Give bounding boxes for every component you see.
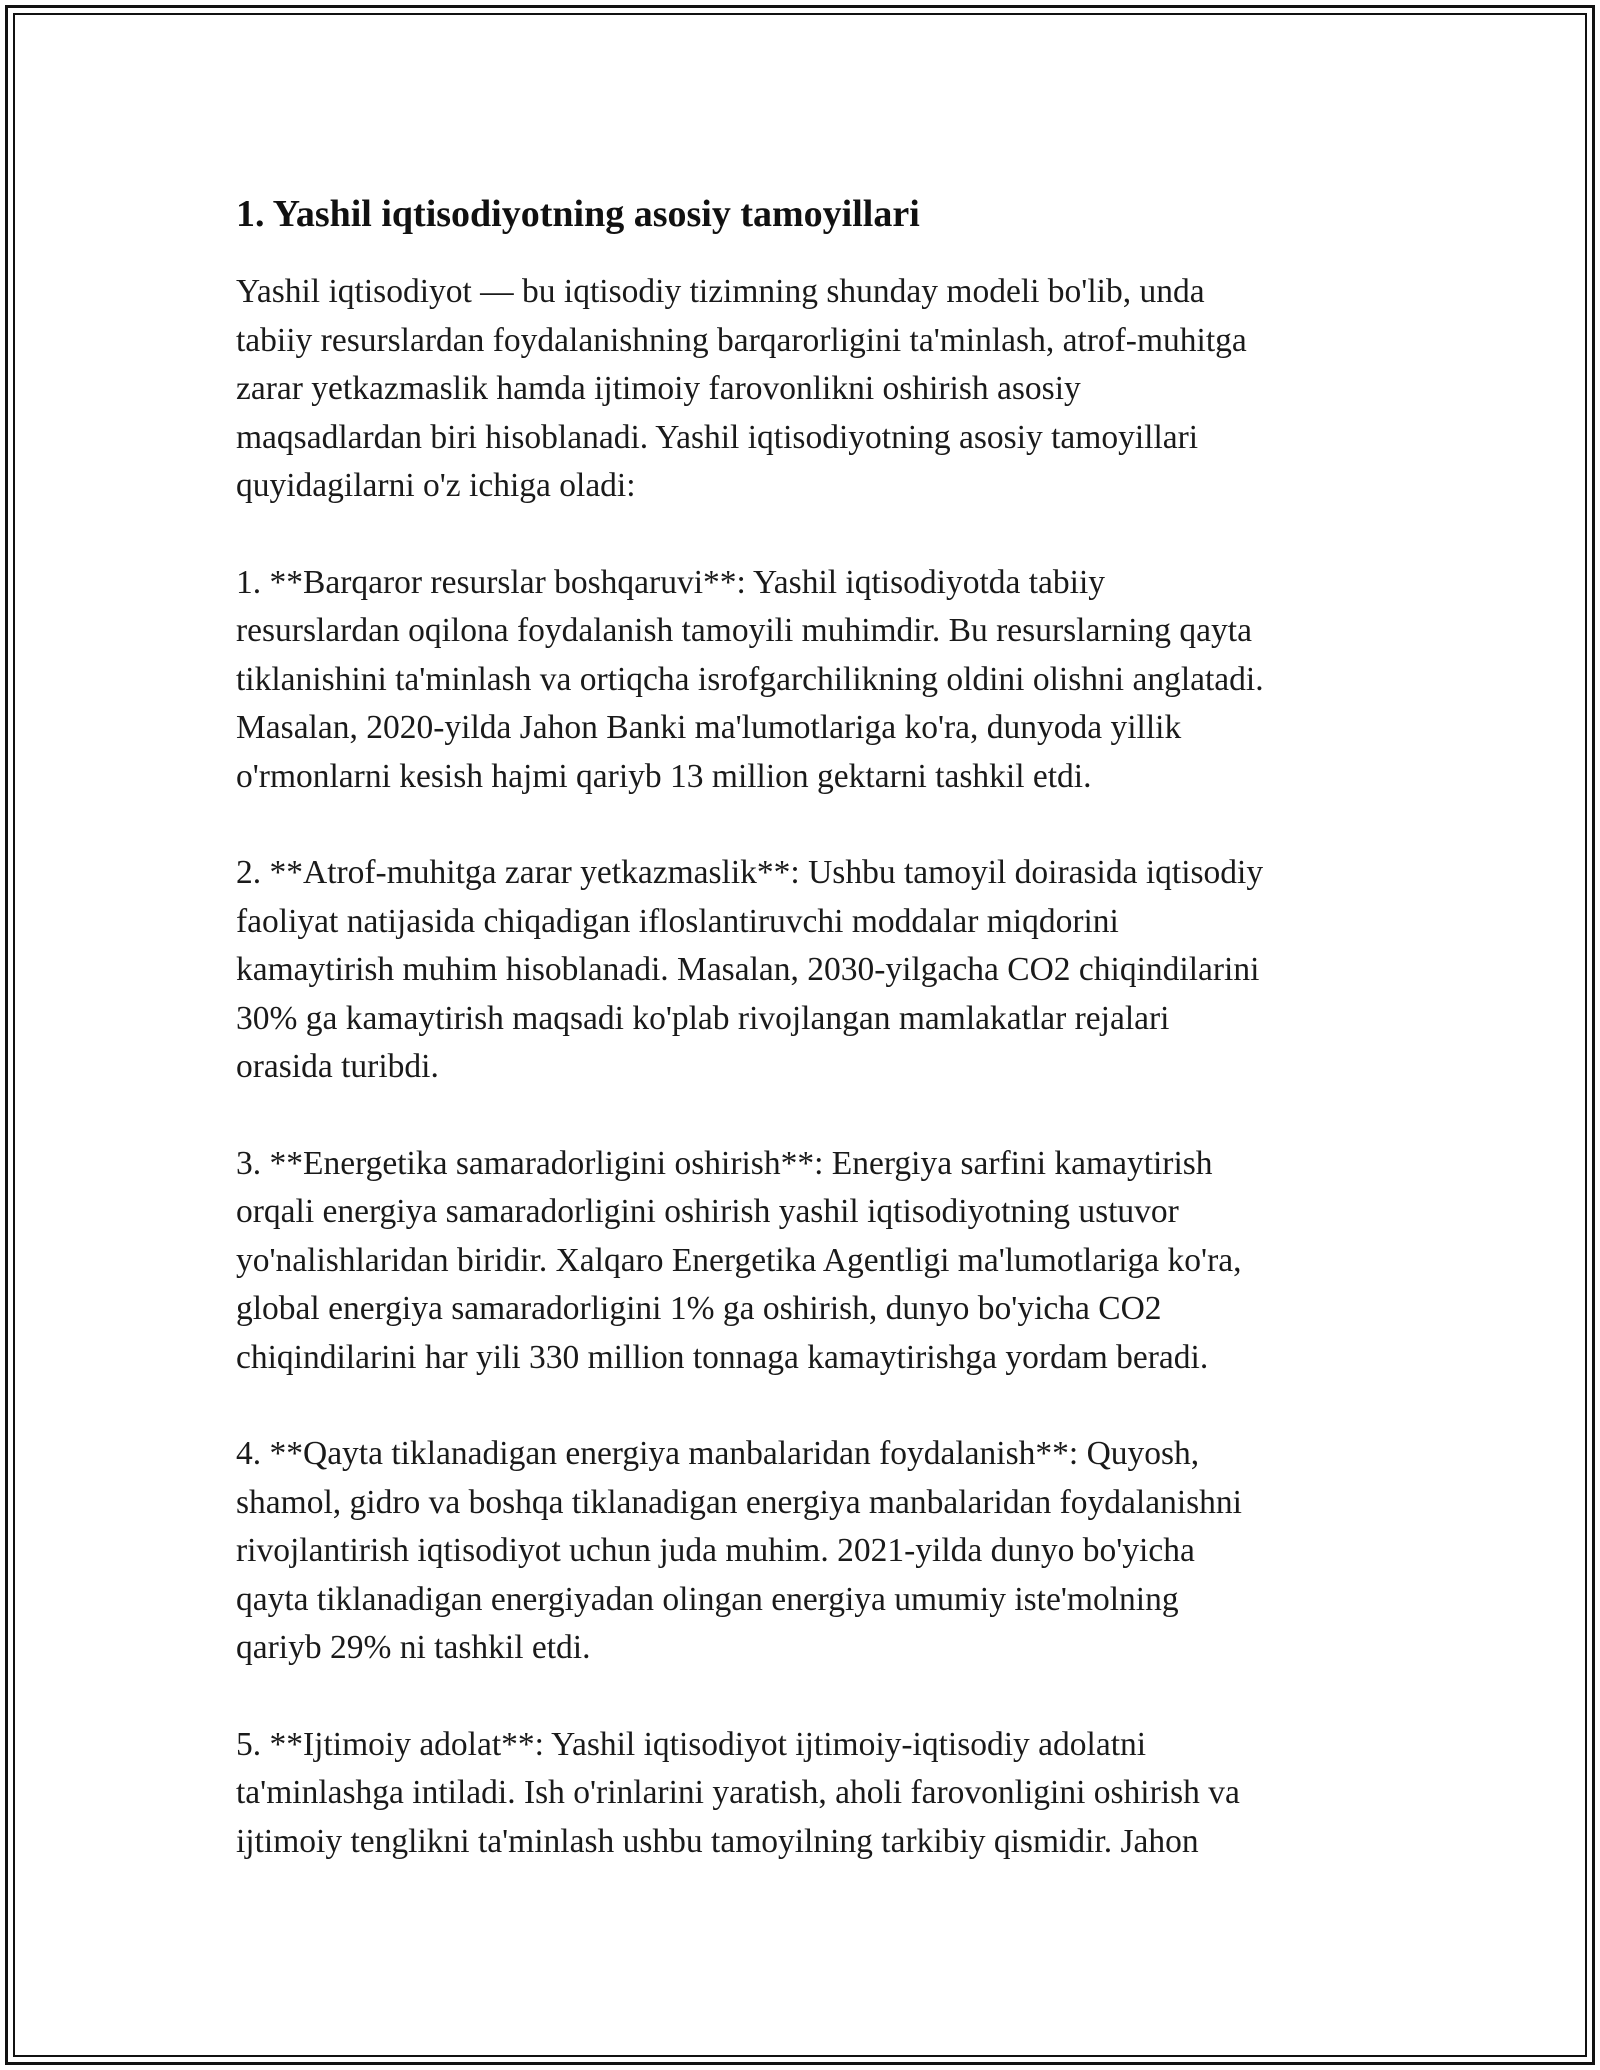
principle-3-paragraph: 3. **Energetika samaradorligini oshirish**: Energiya sarfini kamaytirish orqali energiya samaradorligini oshirish yashil iqtisodiyotning ustuvor yo'nalishlaridan biridir. Xalqaro Energetika Agentligi ma'lumotlariga ko'ra, global energiya samaradorligini 1% ga oshirish, dunyo bo'yicha CO2 chiqindilarini har yili 330 million tonnaga kamaytirishga yordam beradi. [236,1144,1242,1376]
principle-5-paragraph: 5. **Ijtimoiy adolat**: Yashil iqtisodiyot ijtimoiy-iqtisodiy adolatni ta'minlashga intiladi. Ish o'rinlarini yaratish, aholi farovonligini oshirish va ijtimoiy tenglikni ta'minlash ushbu tamoyilning tarkibiy qismidir. Jahon [236,1725,1240,1860]
principle-4-paragraph: 4. **Qayta tiklanadigan energiya manbalaridan foydalanish**: Quyosh, shamol, gidro va boshqa tiklanadigan energiya manbalaridan foydalanishni rivojlantirish iqtisodiyot uchun juda muhim. 2021-yilda dunyo bo'yicha qayta tiklanadigan energiyadan olingan energiya umumiy iste'molning qariyb 29% ni tashkil etdi. [236,1435,1242,1666]
document-body [236,186,1376,1914]
principle-2-paragraph: 2. **Atrof-muhitga zarar yetkazmaslik**: Ushbu tamoyil doirasida iqtisodiy faoliyat natijasida chiqadigan ifloslantiruvchi moddalar miqdorini kamaytirish muhim hisoblanadi. Masalan, 2030-yilgacha CO2 chiqindilarini 30% ga kamaytirish maqsadi ko'plab rivojlangan mamlakatlar rejalari orasida turibdi. [236,854,1264,1085]
principle-1-paragraph: 1. **Barqaror resurslar boshqaruvi**: Yashil iqtisodiyotda tabiiy resurslardan oqilona foydalanish tamoyili muhimdir. Bu resurslarning qayta tiklanishini ta'minlash va ortiqcha isrofgarchilikning oldini olishni anglatadi. Masalan, 2020-yilda Jahon Banki ma'lumotlariga ko'ra, dunyoda yillik o'rmonlarni kesish hajmi qariyb 13 million gektarni tashkil etdi. [236,563,1264,795]
section-title: 1. Yashil iqtisodiyotning asosiy tamoyillari [236,193,920,235]
intro-paragraph: Yashil iqtisodiyot — bu iqtisodiy tizimning shunday modeli bo'lib, unda tabiiy resurslardan foydalanishning barqarorligini ta'minlash, atrof-muhitga zarar yetkazmaslik hamda ijtimoiy farovonlikni oshirish asosiy maqsadlardan biri hisoblanadi. Yashil iqtisodiyotning asosiy tamoyillari quyidagilarni o'z ichiga oladi: [236,273,1247,504]
